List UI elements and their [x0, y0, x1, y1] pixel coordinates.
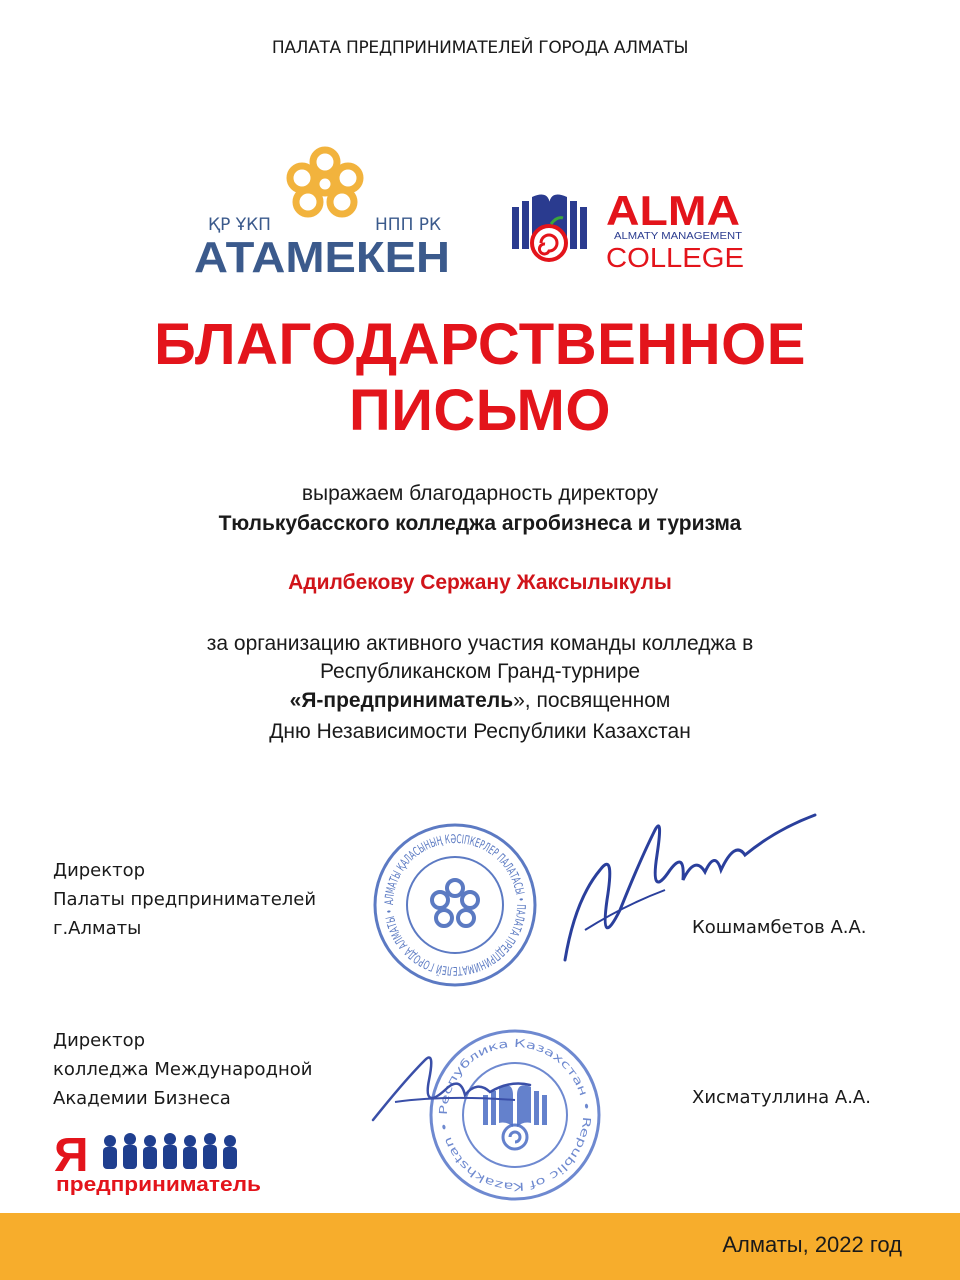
quote-rest: », посвященном [513, 689, 671, 712]
reason-line-2: Республиканском Гранд-турнире [319, 660, 641, 683]
signatory-1-title [53, 856, 316, 943]
ya-word: предприниматель [56, 1174, 261, 1196]
signature-koshmambetov [545, 810, 825, 980]
svg-text:АЛМАТЫ ҚАЛАСЫНЫҢ КӘСІПКЕРЛЕР П [382, 832, 528, 978]
intro-text: выражаем благодарность директору [301, 482, 659, 505]
chamber-stamp-text: АЛМАТЫ ҚАЛАСЫНЫҢ КӘСІПКЕРЛЕР ПАЛАТАСЫ • ПАЛАТА ПРЕДПРИНИМАТЕЛЕЙ ГОРОДА АЛМАТЫ • [381, 831, 529, 979]
signatory-2-title-line: колледжа Международной [53, 1059, 313, 1080]
people-silhouettes-icon [103, 1133, 237, 1169]
signatory-2-title-line: Директор [53, 1030, 146, 1051]
atameken-right-caption: НПП РК [375, 215, 442, 235]
signatory-1-name: Кошмамбетов А.А. [692, 917, 867, 938]
atameken-emblem-icon [432, 880, 478, 926]
alma-college: COLLEGE [606, 242, 744, 273]
place-date: Алматы, 2022 год [722, 1232, 902, 1257]
letter-title-line1: БЛАГОДАРСТВЕННОЕ [154, 312, 806, 377]
signatory-2-title [53, 1026, 312, 1113]
atameken-logo [190, 140, 460, 280]
institution-name: Тюлькубасского колледжа агробизнеса и туризма [218, 512, 742, 535]
alma-name: ALMA [606, 187, 740, 234]
chamber-stamp [370, 820, 540, 990]
signatory-1-title-line: г.Алматы [53, 918, 142, 939]
reason-line-4: Дню Независимости Республики Казахстан [269, 720, 691, 743]
quote-open: « [289, 689, 302, 712]
recipient-name: Адилбекову Сержану Жаксылыкулы [288, 571, 672, 594]
signatory-2-title-line: Академии Бизнеса [53, 1088, 231, 1109]
signature-khismatullina [365, 1040, 535, 1130]
signatory-1-title-line: Палаты предпринимателей [53, 889, 317, 910]
reason-line-3 [0, 687, 960, 715]
ya-predprinimatel-logo [52, 1127, 267, 1197]
atameken-left-caption: ҚР ҰКП [208, 215, 271, 235]
organization-header: ПАЛАТА ПРЕДПРИНИМАТЕЛЕЙ ГОРОДА АЛМАТЫ [271, 38, 689, 58]
signatory-2-name: Хисматуллина А.А. [692, 1087, 871, 1108]
college-stamp-text: Республика Казахстан • Republic of Kazakhstan • [436, 1036, 594, 1194]
letter-title-line2: ПИСЬМО [349, 378, 611, 443]
signatory-1-title-line: Директор [53, 860, 146, 881]
atameken-name: АТАМЕКЕН [194, 233, 450, 280]
ya-letter: Я [54, 1129, 89, 1182]
atameken-emblem-icon [290, 150, 360, 214]
alma-subtitle: ALMATY MANAGEMENT [614, 231, 742, 242]
event-name: Я-предприниматель [301, 689, 514, 712]
alma-college-logo [508, 185, 758, 275]
reason-line-1: за организацию активного участия команды колледжа в [206, 632, 754, 655]
